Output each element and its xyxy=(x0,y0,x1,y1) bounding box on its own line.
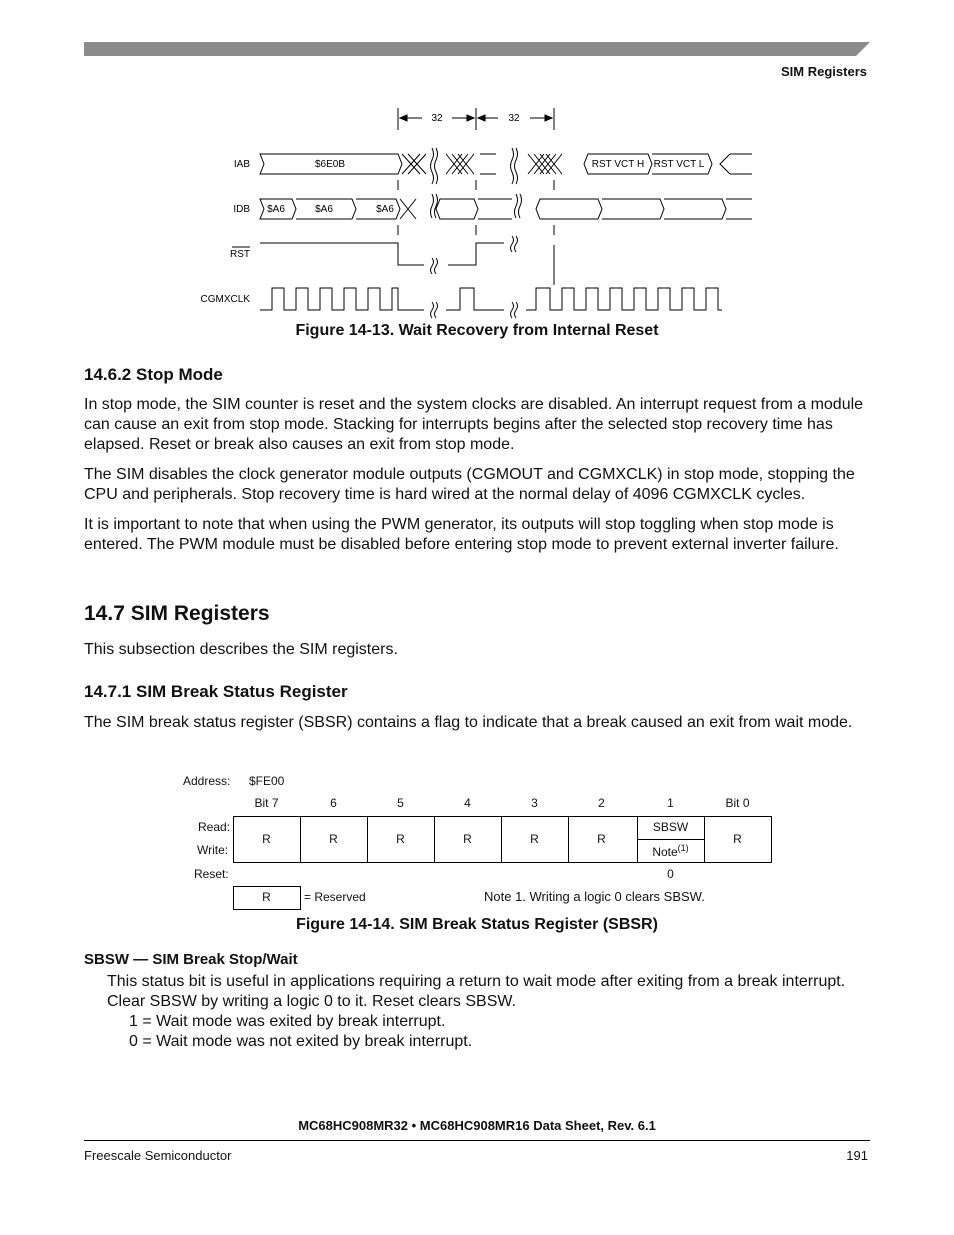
sbsw-paragraph: This status bit is useful in applications requiring a return to wait mode after exiting from a break interrupt. Clear SBSW by writing a logic 0 to it. Reset clears SBSW. xyxy=(107,973,846,1010)
sbsw-cell: SBSW xyxy=(652,820,689,834)
write-label: Write: xyxy=(197,843,229,857)
note-cell xyxy=(637,843,704,859)
signal-idb: IDB xyxy=(233,204,250,215)
register-cell: R xyxy=(463,832,472,846)
iab-value-2: RST VCT H xyxy=(591,159,645,170)
read-label: Read: xyxy=(198,820,231,834)
bit-header: 6 xyxy=(330,796,337,810)
sbsw-value-0: 0 = Wait mode was not exited by break interrupt. xyxy=(129,1033,473,1050)
page-number: 191 xyxy=(846,1148,868,1163)
iab-value-3: RST VCT L xyxy=(653,159,705,170)
signal-rst: RST xyxy=(230,249,250,260)
paragraph: This subsection describes the SIM registers. xyxy=(84,641,398,658)
idb-value-2: $A6 xyxy=(315,204,333,215)
iab-value-1: $6E0B xyxy=(314,159,346,170)
register-cell: R xyxy=(530,832,539,846)
sbsw-value-1: 1 = Wait mode was exited by break interrupt. xyxy=(129,1013,446,1030)
address-value: $FE00 xyxy=(249,774,285,788)
paragraph: It is important to note that when using the PWM generator, its outputs will stop toggling when stop mode is entered. The PWM module must be disabled before entering stop mode to prevent external inverter failure. xyxy=(84,516,839,553)
footer-company: Freescale Semiconductor xyxy=(84,1148,232,1163)
running-header: SIM Registers xyxy=(781,64,867,79)
reset-label: Reset: xyxy=(194,867,229,881)
bit-header: 1 xyxy=(667,796,674,810)
dim-label-1: 32 xyxy=(431,113,443,124)
paragraph: The SIM disables the clock generator module outputs (CGMOUT and CGMXCLK) in stop mode, stopping the CPU and peripherals. Stop recovery time is hard wired at the normal delay of 4096 CGMXCLK cycles. xyxy=(84,466,855,503)
section-heading-14-7: 14.7 SIM Registers xyxy=(84,602,270,625)
footer-rule xyxy=(84,1140,870,1141)
paragraph: In stop mode, the SIM counter is reset and the system clocks are disabled. An interrupt request from a module can cause an exit from stop mode. Stacking for interrupts begins after the selected stop recovery time has elapsed. Reset or break also causes an exit from stop mode. xyxy=(84,396,864,453)
register-cell: R xyxy=(262,832,271,846)
register-cell: R xyxy=(733,832,742,846)
bit-header: 5 xyxy=(397,796,404,810)
bit-header: 4 xyxy=(464,796,471,810)
idb-value-1: $A6 xyxy=(267,204,285,215)
register-diagram xyxy=(178,770,778,915)
address-label: Address: xyxy=(183,774,231,788)
paragraph: The SIM break status register (SBSR) contains a flag to indicate that a break caused an exit from wait mode. xyxy=(84,714,853,731)
signal-cgmxclk: CGMXCLK xyxy=(200,294,250,305)
figure-13-caption: Figure 14-13. Wait Recovery from Internal Reset xyxy=(295,322,659,339)
note-superscript: (1) xyxy=(677,843,689,853)
figure-14-caption: Figure 14-14. SIM Break Status Register (SBSR) xyxy=(296,916,658,933)
bit-header: Bit 7 xyxy=(254,796,279,810)
footer-doc-title: MC68HC908MR32 • MC68HC908MR16 Data Sheet, Rev. 6.1 xyxy=(298,1118,656,1133)
note-1: Note 1. Writing a logic 0 clears SBSW. xyxy=(484,889,705,904)
note-text: Note xyxy=(652,845,678,859)
section-heading-14-6-2: 14.6.2 Stop Mode xyxy=(84,365,223,384)
reset-value-bit1: 0 xyxy=(667,867,674,881)
bit-header: 2 xyxy=(598,796,605,810)
register-cell: R xyxy=(597,832,606,846)
bit-header: 3 xyxy=(531,796,538,810)
legend-text: = Reserved xyxy=(304,890,366,904)
idb-value-3: $A6 xyxy=(376,204,394,215)
header-bar xyxy=(84,42,870,56)
timing-diagram xyxy=(190,100,770,320)
legend-box: R xyxy=(262,890,271,904)
signal-iab: IAB xyxy=(233,159,250,170)
register-cell: R xyxy=(329,832,338,846)
section-heading-14-7-1: 14.7.1 SIM Break Status Register xyxy=(84,682,348,701)
dim-label-2: 32 xyxy=(508,113,520,124)
sbsw-title: SBSW — SIM Break Stop/Wait xyxy=(84,951,298,968)
register-cell: R xyxy=(396,832,405,846)
bit-header: Bit 0 xyxy=(725,796,750,810)
